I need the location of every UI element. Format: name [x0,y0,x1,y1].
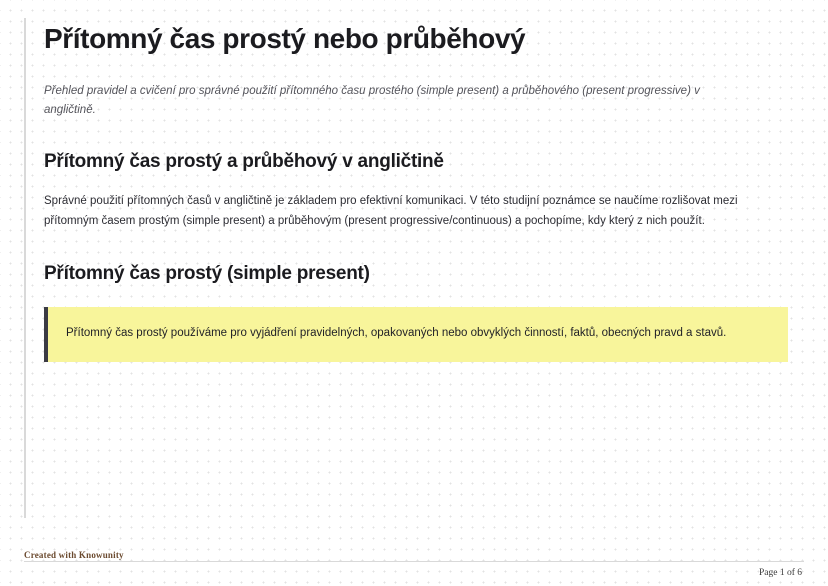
callout-text: Přítomný čas prostý používáme pro vyjádření pravidelných, opakovaných nebo obvyklých činností, faktů, obecných pravd a stavů. [66,327,727,340]
document-subtitle: Přehled pravidel a cvičení pro správné použití přítomného času prostého (simple present) a průběhového (present progressive) v angličtině. [44,84,700,116]
footer-page-number: Page 1 of 6 [758,568,802,578]
left-margin-rule [24,18,26,518]
section-heading-2: Přítomný čas prostý (simple present) [44,262,370,284]
section-heading-1: Přítomný čas prostý a průběhový v angličtině [44,150,444,172]
section-paragraph-1: Správné použití přítomných časů v angličtině je základem pro efektivní komunikaci. V této studijní poznámce se naučíme rozlišovat mezi přítomným časem prostým (simple present) a průběhovým (present progressive/continuous) a pochopíme, kdy který z nich použít. [44,195,738,228]
document-content [44,22,792,362]
highlight-callout [44,307,788,362]
page-title: Přítomný čas prostý nebo průběhový [44,23,526,54]
footer-credit: Created with Knowunity [24,550,124,560]
footer-divider [24,561,804,562]
